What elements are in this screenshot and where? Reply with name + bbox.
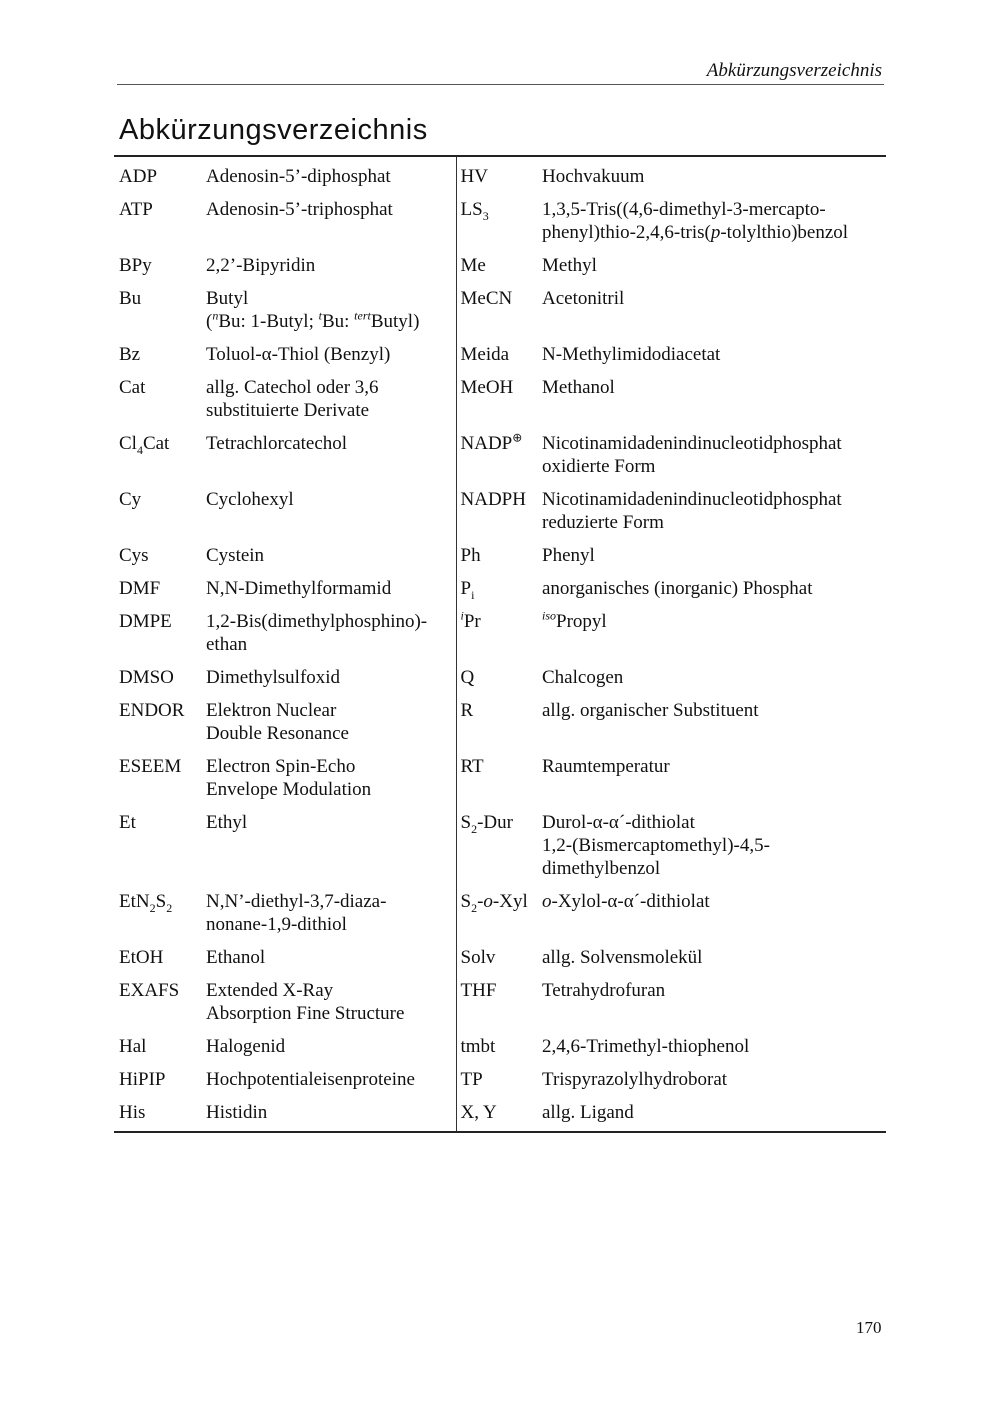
- abbreviation-cell: HiPIP: [119, 1069, 166, 1090]
- definition-cell: Nicotinamidadenindinucleotidphosphat reduzierte Form: [542, 489, 842, 533]
- table-row: [114, 1101, 886, 1132]
- abbreviation-cell: Cat: [119, 377, 146, 398]
- abbreviation-cell: $LS_3$: [460, 199, 489, 223]
- definition-cell: allg. Ligand: [542, 1102, 634, 1123]
- table-row: [114, 811, 886, 890]
- definition-cell: Toluol-α-Thiol (Benzyl): [206, 343, 456, 376]
- abbreviation-cell: Bu: [119, 288, 142, 309]
- table-row: [114, 1068, 886, 1101]
- definition-cell: Phenyl: [542, 545, 595, 566]
- abbreviation-cell: $^i$Pr: [460, 608, 481, 632]
- definition-cell: o-Xylol-α-α´-dithiolat: [542, 891, 710, 912]
- definition-cell: Electron Spin-Echo Envelope Modulation: [206, 755, 456, 811]
- abbreviation-cell: Bz: [119, 344, 141, 365]
- definition-cell: N,N-Dimethylformamid: [206, 577, 456, 610]
- table-row: [114, 1035, 886, 1068]
- abbreviation-cell: Hal: [119, 1036, 147, 1057]
- definition-cell: Chalcogen: [542, 667, 624, 688]
- abbreviation-cell: $P_i$: [460, 578, 475, 602]
- table-row: [114, 979, 886, 1035]
- abbreviation-cell: Me: [460, 255, 486, 276]
- definition-cell: Tetrachlorcatechol: [206, 432, 456, 488]
- abbreviation-cell: BPy: [119, 255, 152, 276]
- definition-cell: allg. Catechol oder 3,6 substituierte Derivate: [206, 376, 456, 432]
- abbreviation-cell: Ph: [460, 545, 481, 566]
- definition-cell: 1,3,5-Tris((4,6-dimethyl-3-mercapto- phenyl)thio-2,4,6-tris(p-tolylthio)benzol: [542, 199, 849, 243]
- abbreviation-cell: tmbt: [460, 1036, 496, 1057]
- abbreviation-cell: His: [119, 1102, 146, 1123]
- abbreviation-cell: $S_2$-Dur: [460, 812, 513, 836]
- running-header: [117, 58, 884, 85]
- abbreviation-cell: TP: [460, 1069, 483, 1090]
- table-row: [114, 198, 886, 254]
- abbreviation-cell: EtOH: [119, 947, 164, 968]
- definition-cell: $^{iso}$Propyl: [542, 608, 607, 632]
- abbreviation-cell: NADP⊕: [460, 430, 523, 454]
- table-row: [114, 156, 886, 198]
- definition-cell: Methanol: [542, 377, 615, 398]
- table-row: [114, 544, 886, 577]
- definition-cell: Methyl: [542, 255, 597, 276]
- page-number: 170: [856, 1318, 882, 1337]
- abbreviation-cell: ENDOR: [119, 700, 185, 721]
- definition-cell: Tetrahydrofuran: [542, 980, 666, 1001]
- definition-cell: anorganisches (inorganic) Phosphat: [542, 578, 813, 599]
- table-row: [114, 699, 886, 755]
- table-row: [114, 287, 886, 343]
- definition-cell: Durol-α-α´-dithiolat 1,2-(Bismercaptomethyl)-4,5- dimethylbenzol: [542, 812, 770, 879]
- table-row: [114, 610, 886, 666]
- table-row: [114, 666, 886, 699]
- definition-cell: Ethyl: [206, 811, 456, 890]
- abbreviation-cell: Et: [119, 812, 136, 833]
- definition-cell: 1,2-Bis(dimethylphosphino)- ethan: [206, 610, 456, 666]
- definition-cell: allg. Solvensmolekül: [542, 947, 703, 968]
- definition-cell: Cystein: [206, 544, 456, 577]
- running-title: Abkürzungsverzeichnis: [706, 60, 882, 81]
- abbreviation-cell: Meida: [460, 344, 510, 365]
- abbreviation-cell: Cys: [119, 545, 149, 566]
- table-row: [114, 488, 886, 544]
- abbreviation-cell: $Cl_4Cat$: [119, 433, 170, 457]
- abbreviation-cell: NADPH: [460, 489, 526, 510]
- table-row: [114, 432, 886, 488]
- table-row: [114, 890, 886, 946]
- abbreviation-cell: X, Y: [460, 1102, 497, 1123]
- table-row: [114, 254, 886, 287]
- definition-cell: Butyl ($^n$Bu: 1-Butyl; $^t$Bu: $^{tert}$Butyl): [206, 287, 456, 343]
- abbreviation-cell: Solv: [460, 947, 496, 968]
- abbreviation-cell: Cy: [119, 489, 142, 510]
- abbreviation-cell: ATP: [119, 199, 153, 220]
- abbreviation-cell: THF: [460, 980, 497, 1001]
- abbreviation-cell: MeCN: [460, 288, 513, 309]
- definition-cell: 2,4,6-Trimethyl-thiophenol: [542, 1036, 750, 1057]
- table-row: [114, 946, 886, 979]
- abbreviation-cell: DMF: [119, 578, 161, 599]
- definition-cell: Hochpotentialeisenproteine: [206, 1068, 456, 1101]
- definition-cell: N,N’-diethyl-3,7-diaza- nonane-1,9-dithiol: [206, 890, 456, 946]
- abbreviation-cell: ESEEM: [119, 756, 182, 777]
- definition-cell: Extended X-Ray Absorption Fine Structure: [206, 979, 456, 1035]
- definition-cell: Adenosin-5’-diphosphat: [206, 156, 456, 198]
- table-row: [114, 376, 886, 432]
- definition-cell: Ethanol: [206, 946, 456, 979]
- abbreviation-cell: MeOH: [460, 377, 514, 398]
- abbreviation-cell: R: [460, 700, 474, 721]
- abbreviation-table: [114, 155, 886, 1133]
- definition-cell: Hochvakuum: [542, 166, 645, 187]
- definition-cell: Elektron Nuclear Double Resonance: [206, 699, 456, 755]
- abbreviation-cell: EXAFS: [119, 980, 180, 1001]
- abbreviation-cell: $EtN_2S_2$: [119, 891, 173, 915]
- table-row: [114, 755, 886, 811]
- definition-cell: Nicotinamidadenindinucleotidphosphat oxidierte Form: [542, 433, 842, 477]
- definition-cell: Acetonitril: [542, 288, 625, 309]
- definition-cell: Histidin: [206, 1101, 456, 1132]
- page-title: Abkürzungsverzeichnis: [119, 114, 428, 146]
- definition-cell: 2,2’-Bipyridin: [206, 254, 456, 287]
- definition-cell: allg. organischer Substituent: [542, 700, 759, 721]
- definition-cell: N-Methylimidodiacetat: [542, 344, 721, 365]
- table-row: [114, 343, 886, 376]
- abbreviation-cell: $S_2-o$-Xyl: [460, 891, 528, 915]
- definition-cell: Raumtemperatur: [542, 756, 670, 777]
- definition-cell: Cyclohexyl: [206, 488, 456, 544]
- abbreviation-cell: ADP: [119, 166, 158, 187]
- abbreviation-cell: Q: [460, 667, 475, 688]
- abbreviation-cell: DMSO: [119, 667, 174, 688]
- abbreviation-cell: HV: [460, 166, 488, 187]
- definition-cell: Adenosin-5’-triphosphat: [206, 198, 456, 254]
- definition-cell: Halogenid: [206, 1035, 456, 1068]
- abbreviation-table-body: [114, 156, 886, 1132]
- abbreviation-cell: DMPE: [119, 611, 172, 632]
- definition-cell: Dimethylsulfoxid: [206, 666, 456, 699]
- abbreviation-cell: RT: [460, 756, 484, 777]
- definition-cell: Trispyrazolylhydroborat: [542, 1069, 728, 1090]
- table-row: [114, 577, 886, 610]
